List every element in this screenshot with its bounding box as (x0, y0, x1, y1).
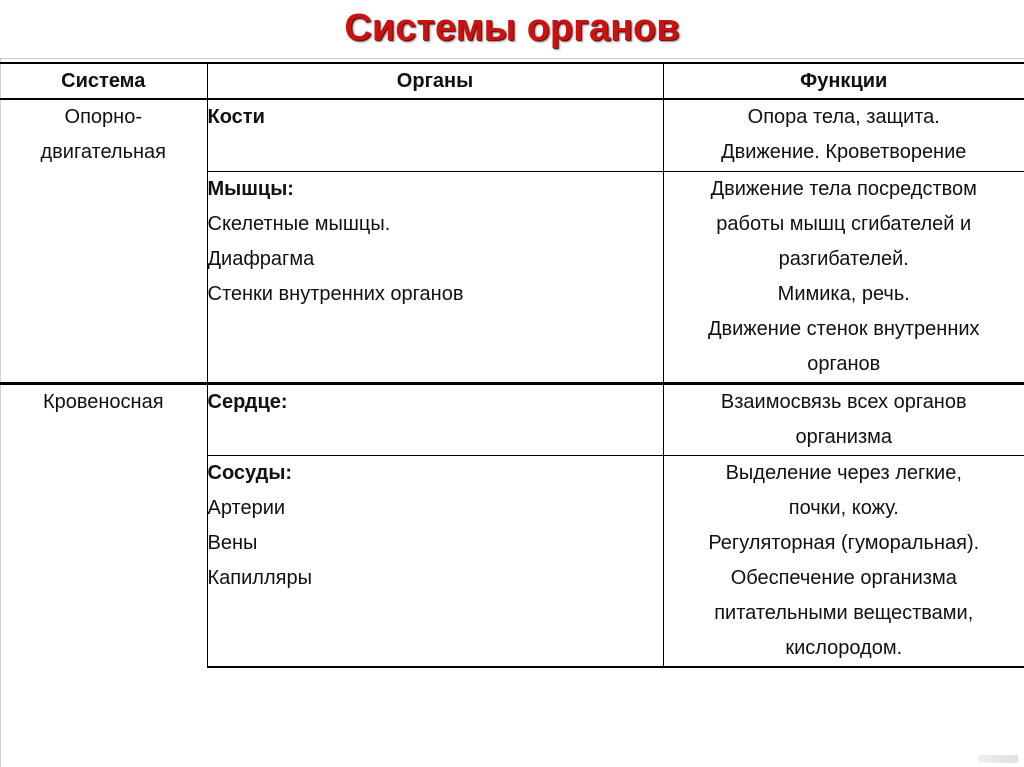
organ-line: Артерии (207, 497, 286, 519)
function-line: кислородом. (785, 637, 903, 659)
system-cell-circulatory (0, 384, 207, 668)
frame-top-line (0, 58, 1024, 59)
corner-decoration (978, 755, 1018, 763)
organ-line: Стенки внутренних органов (207, 283, 464, 305)
function-line: организма (795, 426, 892, 448)
slide-bottom-area (0, 667, 1024, 767)
function-line: Выделение через легкие, (725, 462, 962, 484)
function-line: органов (807, 353, 881, 375)
function-line: разгибателей. (778, 248, 909, 270)
function-cell-muscles (663, 172, 1024, 384)
function-line: почки, кожу. (788, 497, 899, 519)
organ-cell-vessels (207, 456, 663, 668)
table-header-row (0, 63, 1024, 99)
organ-cell-heart (207, 384, 663, 456)
organ-heading: Кости (207, 106, 265, 128)
system-name-line: Опорно- (64, 106, 142, 128)
function-line: питательными веществами, (714, 602, 974, 624)
function-line: Взаимосвязь всех органов (720, 391, 967, 413)
function-line: Мимика, речь. (777, 283, 910, 305)
header-functions: Функции (663, 63, 1024, 99)
system-name-line: двигательная (40, 141, 166, 163)
organ-heading: Сердце: (207, 391, 288, 413)
function-line: Движение тела посредством (710, 178, 977, 200)
table-row (0, 99, 1024, 172)
organ-line: Капилляры (207, 567, 312, 589)
function-line: Обеспечение организма (730, 567, 957, 589)
table-row (0, 384, 1024, 456)
organ-heading: Сосуды: (207, 462, 293, 484)
organ-line: Скелетные мышцы. (207, 213, 391, 235)
organ-line: Вены (207, 532, 258, 554)
system-cell-musculoskeletal (0, 99, 207, 384)
slide-title: Системы органов (344, 7, 680, 49)
system-name-line: Кровеносная (42, 391, 164, 413)
function-line: Движение. Кроветворение (721, 141, 967, 163)
organ-cell-bones (207, 99, 663, 172)
function-line: Опора тела, защита. (747, 106, 940, 128)
function-cell-vessels (663, 456, 1024, 668)
header-system: Система (0, 63, 207, 99)
header-organs: Органы (207, 63, 663, 99)
function-line: Регуляторная (гуморальная). (708, 532, 980, 554)
organ-line: Диафрагма (207, 248, 315, 270)
organ-cell-muscles (207, 172, 663, 384)
organ-systems-table (0, 62, 1024, 668)
function-line: Движение стенок внутренних (707, 318, 980, 340)
function-cell-heart (663, 384, 1024, 456)
organ-heading: Мышцы: (207, 178, 294, 200)
function-cell-bones (663, 99, 1024, 172)
function-line: работы мышц сгибателей и (716, 213, 972, 235)
